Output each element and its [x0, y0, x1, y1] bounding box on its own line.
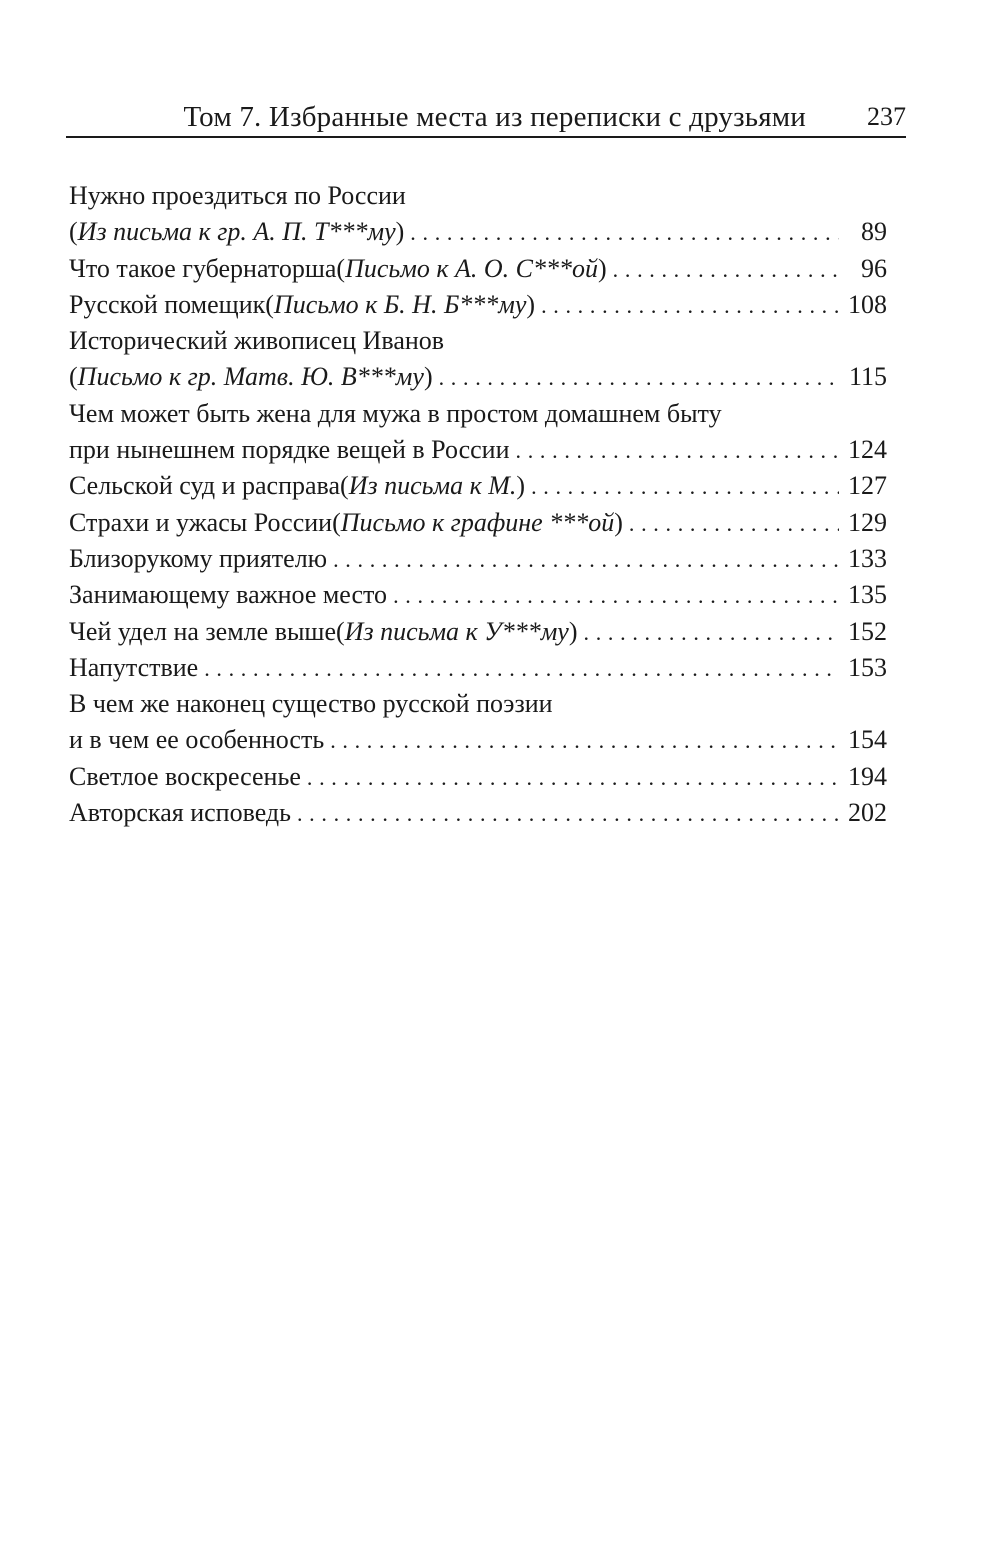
- dot-leader: [297, 795, 839, 832]
- toc-entry-gubernatorsha: [69, 251, 887, 287]
- running-header: [66, 100, 906, 138]
- toc-entry-title: Страхи и ужасы России: [69, 507, 333, 537]
- toc-entry-title: Близорукому приятелю: [69, 543, 328, 573]
- close-paren: ): [526, 289, 536, 319]
- dot-leader: [410, 214, 839, 251]
- page-number: 237: [867, 102, 906, 131]
- open-paren: (: [69, 217, 78, 247]
- toc-entry-title: В чем же наконец существо русской поэзии: [69, 689, 553, 719]
- toc-entry-title: Чем может быть жена для мужа в простом домашнем быту: [69, 398, 722, 428]
- close-paren: ): [568, 616, 578, 646]
- toc-page-number: 152: [848, 616, 887, 646]
- toc-entry-title: Нужно проездиться по России: [69, 181, 406, 210]
- toc-page-number: 133: [848, 543, 887, 573]
- toc-entry-udel: [69, 614, 887, 650]
- dot-leader: [307, 759, 839, 796]
- toc-entry-sud: [69, 468, 887, 504]
- toc-entry-zhena: [69, 432, 887, 468]
- dot-leader: [613, 251, 839, 288]
- toc-entry-blizorukomu: [69, 541, 887, 577]
- toc-entry-subtitle: Из письма к У***му: [344, 616, 569, 646]
- dot-leader: [204, 650, 839, 687]
- toc-entry-voskresenie: [69, 759, 887, 795]
- toc-entry-title-cont: и в чем ее особенность: [69, 725, 325, 755]
- toc-entry-zhena-line1: [69, 396, 887, 432]
- toc-entry-subtitle: Письмо к А. О. С***ой: [345, 253, 598, 283]
- toc-page-number: 154: [848, 725, 887, 755]
- toc-entry-title: Занимающему важное место: [69, 580, 388, 610]
- dot-leader: [584, 614, 839, 651]
- toc-entry-subtitle: Из письма к М.: [348, 471, 517, 501]
- close-paren: ): [598, 253, 607, 283]
- toc-entry-title: Исторический живописец Иванов: [69, 326, 445, 356]
- toc-entry-proezditsya-line1: [69, 178, 887, 214]
- close-paren: ): [395, 217, 405, 247]
- toc-entry-poeziya: [69, 722, 887, 758]
- toc-entry-title: Сельской суд и расправа: [69, 471, 341, 501]
- dot-leader: [393, 577, 839, 614]
- toc-entry-title: Что такое губернаторша: [69, 253, 337, 283]
- dot-leader: [516, 432, 839, 469]
- open-paren: (: [265, 289, 274, 319]
- toc-page-number: 115: [848, 362, 887, 392]
- open-paren: (: [336, 253, 346, 283]
- toc-page-number: 194: [848, 761, 887, 791]
- toc-page-number: 153: [848, 652, 887, 682]
- toc-entry-ivanov: [69, 359, 887, 395]
- toc-entry-subtitle: Письмо к Б. Н. Б***му: [273, 289, 527, 319]
- toc-page-number: 124: [848, 435, 887, 465]
- toc-entry-subtitle: Письмо к графине ***ой: [340, 507, 615, 537]
- toc-entry-title: Авторская исповедь: [69, 798, 291, 828]
- toc-entry-subtitle: Из письма к гр. А. П. Т***му: [77, 217, 396, 247]
- toc-entry-ispoved: [69, 795, 887, 831]
- open-paren: (: [332, 507, 341, 537]
- toc-entry-naputstvie: [69, 650, 887, 686]
- toc-page-number: 202: [848, 798, 887, 828]
- toc-entry-poeziya-line1: [69, 686, 887, 722]
- toc-page-number: 129: [848, 507, 887, 537]
- toc-entry-zanimayushchemu: [69, 577, 887, 613]
- dot-leader: [531, 468, 839, 505]
- toc-page-number: 135: [848, 580, 887, 610]
- close-paren: ): [516, 471, 526, 501]
- dot-leader: [541, 287, 839, 324]
- dot-leader: [439, 359, 839, 396]
- table-of-contents: [69, 178, 887, 831]
- dot-leader: [333, 541, 839, 578]
- toc-entry-title: Напутствие: [69, 652, 199, 682]
- toc-entry-ivanov-line1: [69, 323, 887, 359]
- toc-page-number: 96: [861, 253, 887, 283]
- toc-entry-title: Светлое воскресенье: [69, 761, 301, 791]
- toc-entry-title-cont: при нынешнем порядке вещей в России: [69, 435, 510, 465]
- toc-entry-title: Чей удел на земле выше: [69, 616, 336, 646]
- toc-entry-pomeshchik: [69, 287, 887, 323]
- toc-page-number: 127: [848, 471, 887, 501]
- close-paren: ): [614, 507, 623, 537]
- running-title: Том 7. Избранные места из переписки с друзьями: [183, 101, 806, 133]
- toc-entry-title: Русской помещик: [69, 289, 266, 319]
- toc-page-number: 108: [848, 289, 887, 319]
- open-paren: (: [340, 471, 349, 501]
- toc-entry-proezditsya: [69, 214, 887, 250]
- toc-page-number: 89: [861, 217, 887, 247]
- open-paren: (: [336, 616, 345, 646]
- close-paren: ): [423, 362, 433, 392]
- dot-leader: [330, 722, 839, 759]
- open-paren: (: [69, 362, 78, 392]
- toc-entry-strakhi: [69, 505, 887, 541]
- dot-leader: [629, 505, 839, 542]
- toc-entry-subtitle: Письмо к гр. Матв. Ю. В***му: [77, 362, 424, 392]
